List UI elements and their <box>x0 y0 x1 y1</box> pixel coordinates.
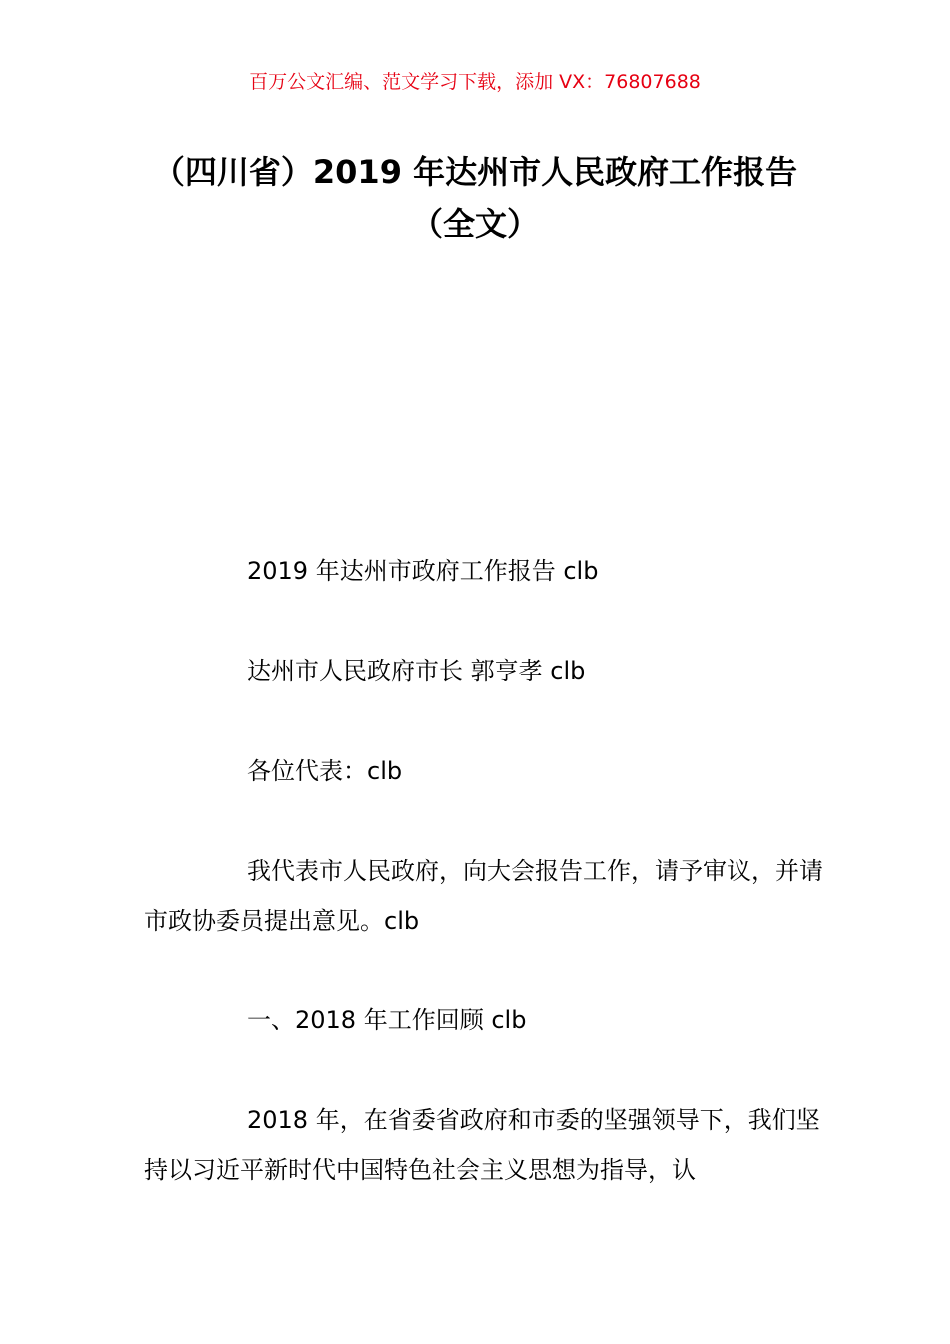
header-note: 百万公文汇编、范文学习下载，添加 VX：76807688 <box>249 71 701 93</box>
section-heading-review: 一、2018 年工作回顾 clb <box>247 1006 527 1034</box>
paragraph-intro: 我代表市人民政府，向大会报告工作，请予审议，并请市政协委员提出意见。clb <box>144 857 823 935</box>
paragraph-salutation: 各位代表：clb <box>247 757 403 785</box>
paragraph-report-name: 2019 年达州市政府工作报告 clb <box>247 557 599 585</box>
paragraph-author: 达州市人民政府市长 郭亨孝 clb <box>247 657 586 685</box>
paragraph-review-body: 2018 年，在省委省政府和市委的坚强领导下，我们坚持以习近平新时代中国特色社会主义思想为指导，认 <box>144 1106 820 1184</box>
document-title: （四川省）2019 年达州市人民政府工作报告（全文） <box>152 153 798 243</box>
